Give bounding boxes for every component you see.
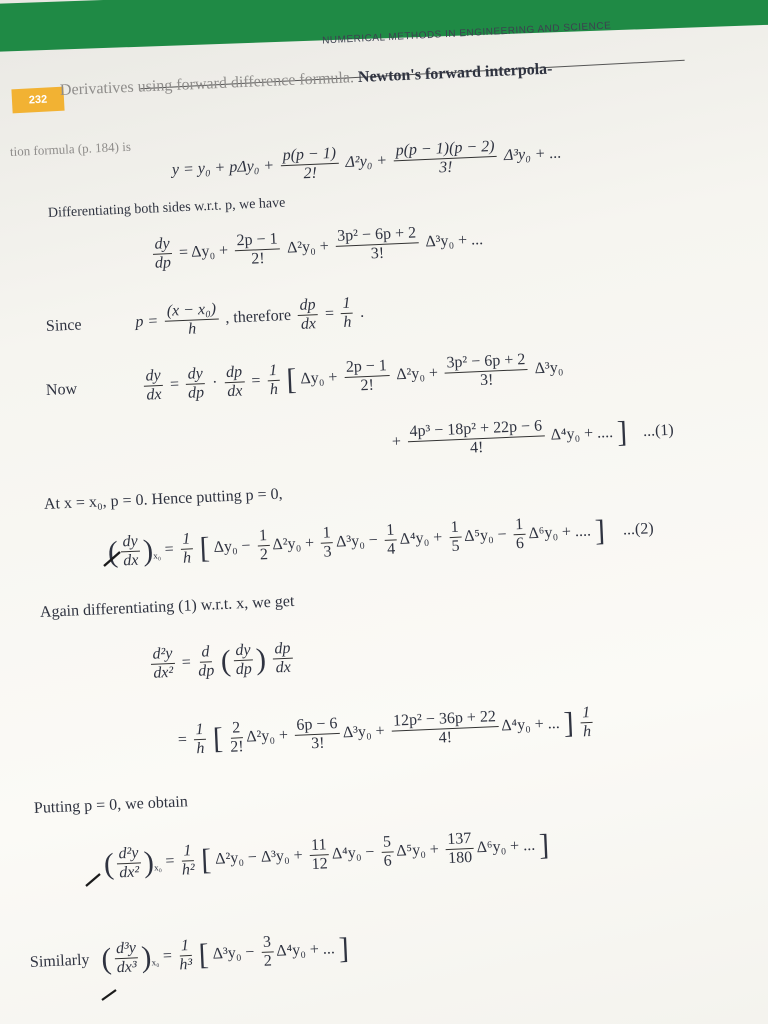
equation-now-continued: + $\frac{\text{4p³ − 18p² + 22p − 6}}{4!}$ Δ⁴y₀ + .... ] ...(1) bbox=[391, 415, 675, 457]
pen-tick-mark bbox=[104, 552, 120, 566]
running-head: NUMERICAL METHODS IN ENGINEERING AND SCIENCE bbox=[321, 20, 612, 47]
text-at-x0: At x = x₀, p = 0. Hence putting p = 0, bbox=[43, 485, 283, 513]
text-again-differentiating: Again differentiating (1) w.r.t. x, we get bbox=[39, 592, 295, 621]
pen-tick-mark bbox=[102, 990, 116, 1000]
equation-second-derivative-chain: $\frac{\text{d²y}}{\text{dx²}}$ = $\frac{d}{dp}$ ( $\frac{dy}{dp}$ ) $\frac{dp}{dx}$ bbox=[152, 639, 292, 683]
equation-second-derivative-expanded: = $\frac{1}{h}$ [ $\frac{2}{2!}$ Δ²y₀ + $\frac{6p - 6}{3!}$ Δ³y₀ + $\frac{\text{12p² − 36p + 22}}{4!}$ Δ⁴y₀ + ... ] $\frac{1}{h}$ bbox=[177, 703, 592, 758]
pen-tick-mark bbox=[86, 874, 100, 886]
equation-since: Since p = $\frac{\text{(x − x₀)}}{h}$ , therefore $\frac{dp}{dx}$ = $\frac{1}{h}$ . bbox=[45, 294, 365, 339]
text-putting-p0: Putting p = 0, we obtain bbox=[33, 793, 189, 817]
equation-second-derivative-at-x0: ( $\frac{\text{d²y}}{\text{dx²}}$ )$_{x_0}$ = $\frac{1}{\text{h²}}$ [ Δ²y₀ − Δ³y₀ + $\frac{11}{12}$ Δ⁴y₀ − $\frac{5}{6}$ Δ⁵y₀ + $\frac{137}{180}$ Δ⁶y₀ + ... ] bbox=[103, 828, 550, 882]
equation-now: Now $\frac{dy}{dx}$ = $\frac{dy}{dp}$ · $\frac{dp}{dx}$ = $\frac{1}{h}$ [ Δy₀ + $\frac{2p - 1}{2!}$ Δ²y₀ + $\frac{\text{3p² − 6p + 2}}{3!}$ Δ³y₀ bbox=[45, 351, 564, 405]
equation-newton-forward: y = y₀ + pΔy₀ + $\frac{p(p - 1)}{2!}$ Δ²y₀ + $\frac{p(p - 1)(p - 2)}{3!}$ Δ³y₀ + ... bbox=[171, 137, 562, 183]
intro-line-2: tion formula (p. 184) is bbox=[9, 138, 132, 159]
equation-dydp: $\frac{dy}{dp}$ = Δy₀ + $\frac{2p - 1}{2!}$ Δ²y₀ + $\frac{\text{3p² − 6p + 2}}{3!}$ Δ³y₀ + ... bbox=[154, 224, 484, 273]
equation-third-derivative-at-x0: Similarly ( $\frac{\text{d³y}}{\text{dx³}}$ )$_{x_0}$ = $\frac{1}{\text{h³}}$ [ Δ³y₀ − $\frac{3}{2}$ Δ⁴y₀ + ... ] bbox=[29, 931, 350, 977]
intro-line-1: Derivatives using forward difference formula. Newton's forward interpola- bbox=[59, 60, 553, 99]
equation-first-derivative: ( $\frac{dy}{dx}$ )$_{x_0}$ = $\frac{1}{h}$ [ Δy₀ − $\frac{1}{2}$ Δ²y₀ + $\frac{1}{3}$ Δ³y₀ − $\frac{1}{4}$ Δ⁴y₀ + $\frac{1}{5}$ Δ⁵y₀ − $\frac{1}{6}$ Δ⁶y₀ + .... ] ...(2) bbox=[107, 514, 654, 570]
page-number-badge: 232 bbox=[11, 87, 64, 114]
text-differentiating: Differentiating both sides w.r.t. p, we have bbox=[47, 195, 286, 221]
